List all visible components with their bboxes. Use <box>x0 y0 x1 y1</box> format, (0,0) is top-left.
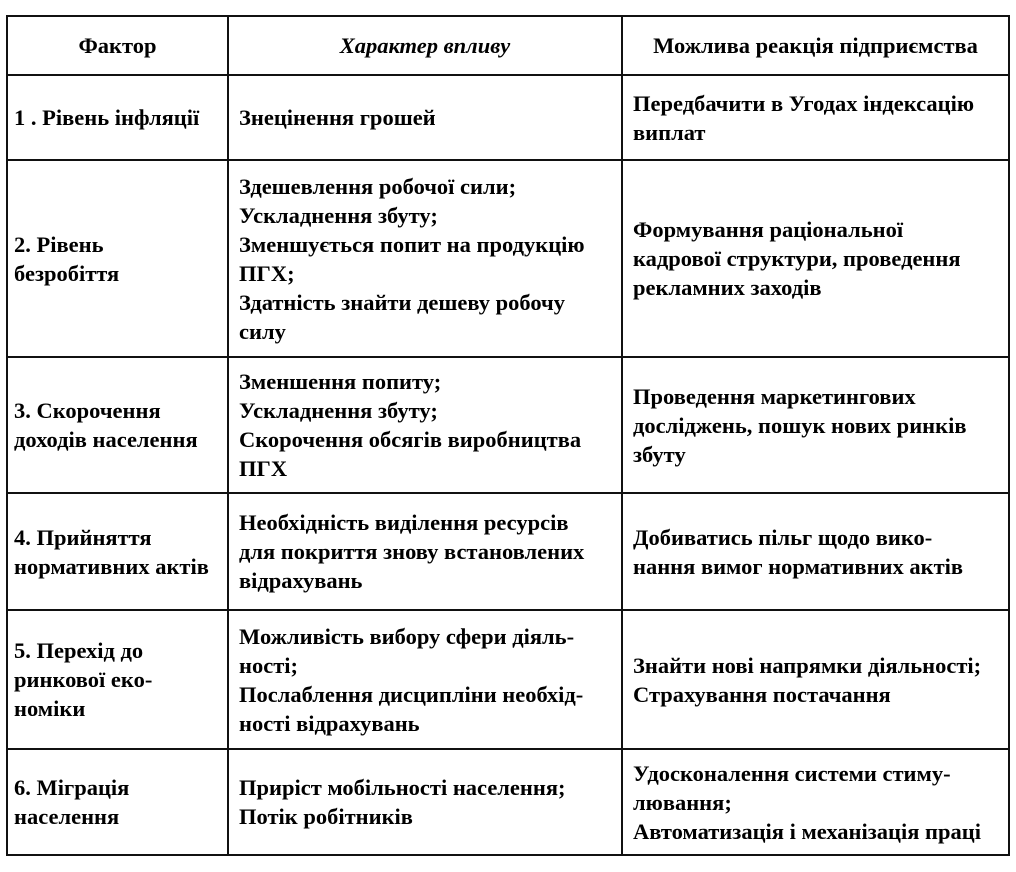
factor-cell <box>7 749 228 855</box>
cell-line: ності; <box>239 652 298 678</box>
cell-line: Здатність знайти дешеву робочу <box>239 289 565 315</box>
cell-line: Ускладнення збуту; <box>239 202 438 228</box>
cell-line: рекламних заходів <box>633 275 822 300</box>
cell-line: Послаблення дисципліни необхід- <box>239 681 584 707</box>
impact-cell <box>228 357 622 493</box>
cell-line: кадрової структури, проведення <box>633 246 961 271</box>
cell-line: 6. Міграція <box>14 775 130 800</box>
cell-line: нормативних актів <box>14 553 209 579</box>
cell-line: ПГХ <box>239 456 288 481</box>
impact-cell <box>228 749 622 855</box>
cell-line: 4. Прийняття <box>14 524 152 550</box>
cell-line: Можливість вибору сфери діяль- <box>239 623 575 649</box>
reaction-cell <box>622 160 1009 357</box>
table-row <box>7 610 1009 749</box>
factors-table <box>6 15 1010 856</box>
impact-cell <box>228 493 622 610</box>
cell-line: безробіття <box>14 260 120 286</box>
factor-cell <box>7 357 228 493</box>
cell-line: 3. Скорочення <box>14 398 161 423</box>
cell-line: Ускладнення збуту; <box>239 398 438 423</box>
reaction-cell <box>622 610 1009 749</box>
cell-line: Автоматизація і механізація праці <box>633 818 981 844</box>
header-factor: Фактор <box>7 16 228 75</box>
cell-line: Добиватись пільг щодо вико- <box>633 524 933 550</box>
cell-line: Передбачити в Угодах індексацію <box>633 90 975 116</box>
cell-line: Зменшується попит на продукцію <box>239 231 585 257</box>
table-header-row <box>7 16 1009 75</box>
header-reaction: Можлива реакція підприємства <box>622 16 1009 75</box>
cell-line: збуту <box>633 441 686 467</box>
cell-line: Скорочення обсягів виробництва <box>239 427 582 452</box>
cell-line: 5. Перехід до <box>14 638 144 663</box>
table-row <box>7 749 1009 855</box>
cell-line: ПГХ; <box>239 260 295 286</box>
cell-line: доходів населення <box>14 427 198 452</box>
cell-line: для покриття знову встановлених <box>239 539 585 564</box>
cell-line: досліджень, пошук нових ринків <box>633 412 967 438</box>
cell-line: нання вимог нормативних актів <box>633 553 964 579</box>
reaction-cell <box>622 357 1009 493</box>
factor-cell <box>7 610 228 749</box>
factor-cell <box>7 493 228 610</box>
cell-line: номіки <box>14 696 86 721</box>
cell-line: ринкової еко- <box>14 667 153 692</box>
cell-line: Страхування постачання <box>633 681 891 707</box>
cell-line: Удосконалення системи стиму- <box>633 760 951 786</box>
cell-line: Проведення маркетингових <box>633 383 916 409</box>
cell-line: ності відрахувань <box>239 710 420 736</box>
cell-line: силу <box>239 318 286 344</box>
cell-line: 1 . Рівень інфляції <box>14 105 200 130</box>
cell-line: Приріст мобільності населення; <box>239 775 566 800</box>
header-impact: Характер впливу <box>228 16 622 75</box>
cell-line: Здешевлення робочої сили; <box>239 173 517 199</box>
cell-line: 2. Рівень <box>14 231 104 257</box>
table-row <box>7 493 1009 610</box>
cell-line: відрахувань <box>239 568 363 593</box>
reaction-cell <box>622 75 1009 160</box>
impact-cell <box>228 610 622 749</box>
table-row <box>7 75 1009 160</box>
table-row <box>7 357 1009 493</box>
cell-line: Необхідність виділення ресурсів <box>239 510 569 535</box>
cell-line: виплат <box>633 119 706 145</box>
reaction-cell <box>622 493 1009 610</box>
cell-line: населення <box>14 804 120 829</box>
factor-cell <box>7 160 228 357</box>
cell-line: Знецінення грошей <box>239 105 436 130</box>
impact-cell <box>228 75 622 160</box>
cell-line: Формування раціональної <box>633 217 904 242</box>
cell-line: Знайти нові напрямки діяльності; <box>633 652 982 678</box>
cell-line: лювання; <box>633 789 732 815</box>
impact-cell <box>228 160 622 357</box>
cell-line: Зменшення попиту; <box>239 369 442 394</box>
reaction-cell <box>622 749 1009 855</box>
factor-cell <box>7 75 228 160</box>
cell-line: Потік робітників <box>239 804 413 829</box>
table-row <box>7 160 1009 357</box>
